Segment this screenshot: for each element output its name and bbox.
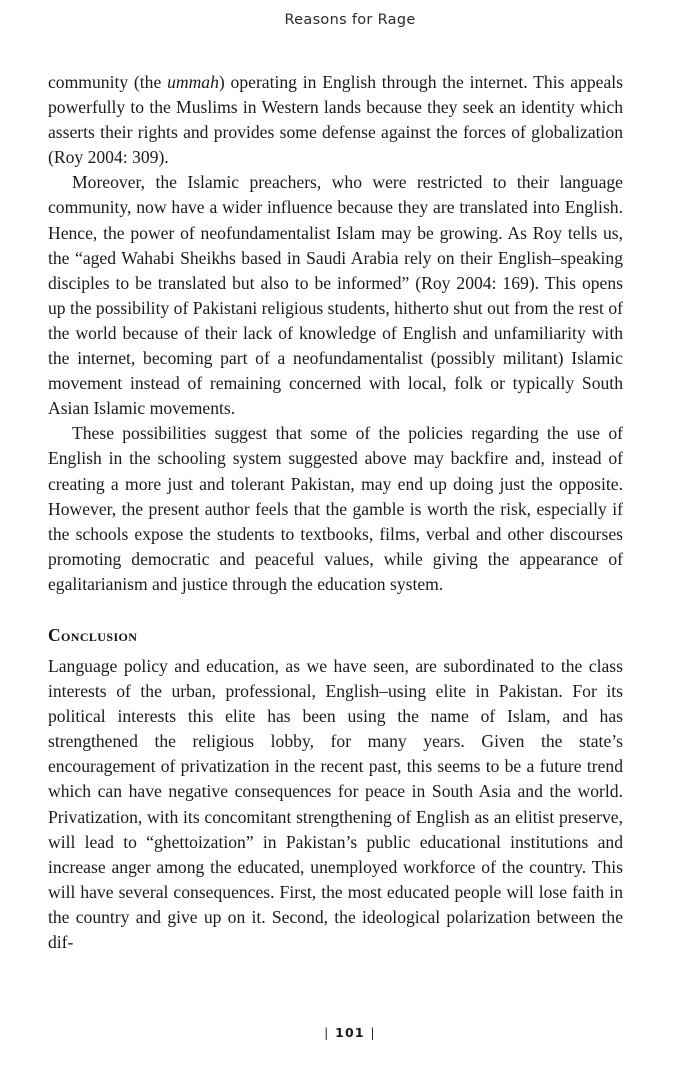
paragraph-conclusion-body: Language policy and education, as we have seen, are subordinated to the class interests of the urban, professional, English–using elite in Pakistan. For its political interests this elite has been using the name of Islam, and has strengthened the religious lobby, for many years. Given the state’s encouragement of privatization in the recent past, this seems to be a future trend which can have negative consequences for peace in South Asia and the world. Privatization, with its concomitant strengthening of English as an elitist preserve, will lead to “ghettoization” in Pakistan’s public educational institutions and increase anger among the educated, unemployed workforce of the country. This will have several consequences. First, the most educated people will lose faith in the country and give up on it. Second, the ideological polarization between the dif- xyxy=(48,655,623,952)
page-footer-folio xyxy=(0,1025,700,1040)
running-head: Reasons for Rage xyxy=(284,12,416,28)
folio-left-rule: | xyxy=(324,1025,330,1040)
folio-page-number: 101 xyxy=(335,1025,365,1040)
heading-spacer-above xyxy=(48,597,623,623)
section-heading-conclusion: Conclusion xyxy=(48,624,138,645)
paragraph-these-possibilities: These possibilities suggest that some of the policies regarding the use of English in the schooling system suggested above may backfire and, instead of creating a more just and tolerant Pakistan, may end up doing just the opposite. However, the present author feels that the gamble is worth the risk, especially if the schools expose the students to textbooks, films, verbal and other discourses promoting democratic and peaceful values, while giving the appearance of egalitarianism and justice through the education system. xyxy=(48,423,623,594)
paragraph-moreover: Moreover, the Islamic preachers, who were restricted to their language community, now have a wider influence because they are translated into English. Hence, the power of neofundamentalist Islam may be growing. As Roy tells us, the “aged Wahabi Sheikhs based in Saudi Arabia rely on their English–speaking disciples to be translated but also to be informed” (Roy 2004: 169). This opens up the possibility of Pakistani religious students, hitherto shut out from the rest of the world because of their lack of knowledge of English and unfamiliarity with the internet, becoming part of a neofundamentalist (possibly militant) Islamic movement instead of remaining concerned with local, folk or typically South Asian Islamic movements. xyxy=(48,172,623,419)
italic-term-ummah: ummah xyxy=(167,72,219,92)
paragraph-continuation xyxy=(48,70,623,170)
text-column xyxy=(48,70,623,955)
folio-right-rule: | xyxy=(370,1025,376,1040)
paragraph-text-lead: community (the xyxy=(48,72,168,92)
paragraph-text-tail: ) operating in English through the internet. This appeals powerfully to the Muslims in Western lands because they seek an identity which asserts their rights and provides some defense against the forces of globalization (Roy 2004: 309). xyxy=(48,72,623,168)
